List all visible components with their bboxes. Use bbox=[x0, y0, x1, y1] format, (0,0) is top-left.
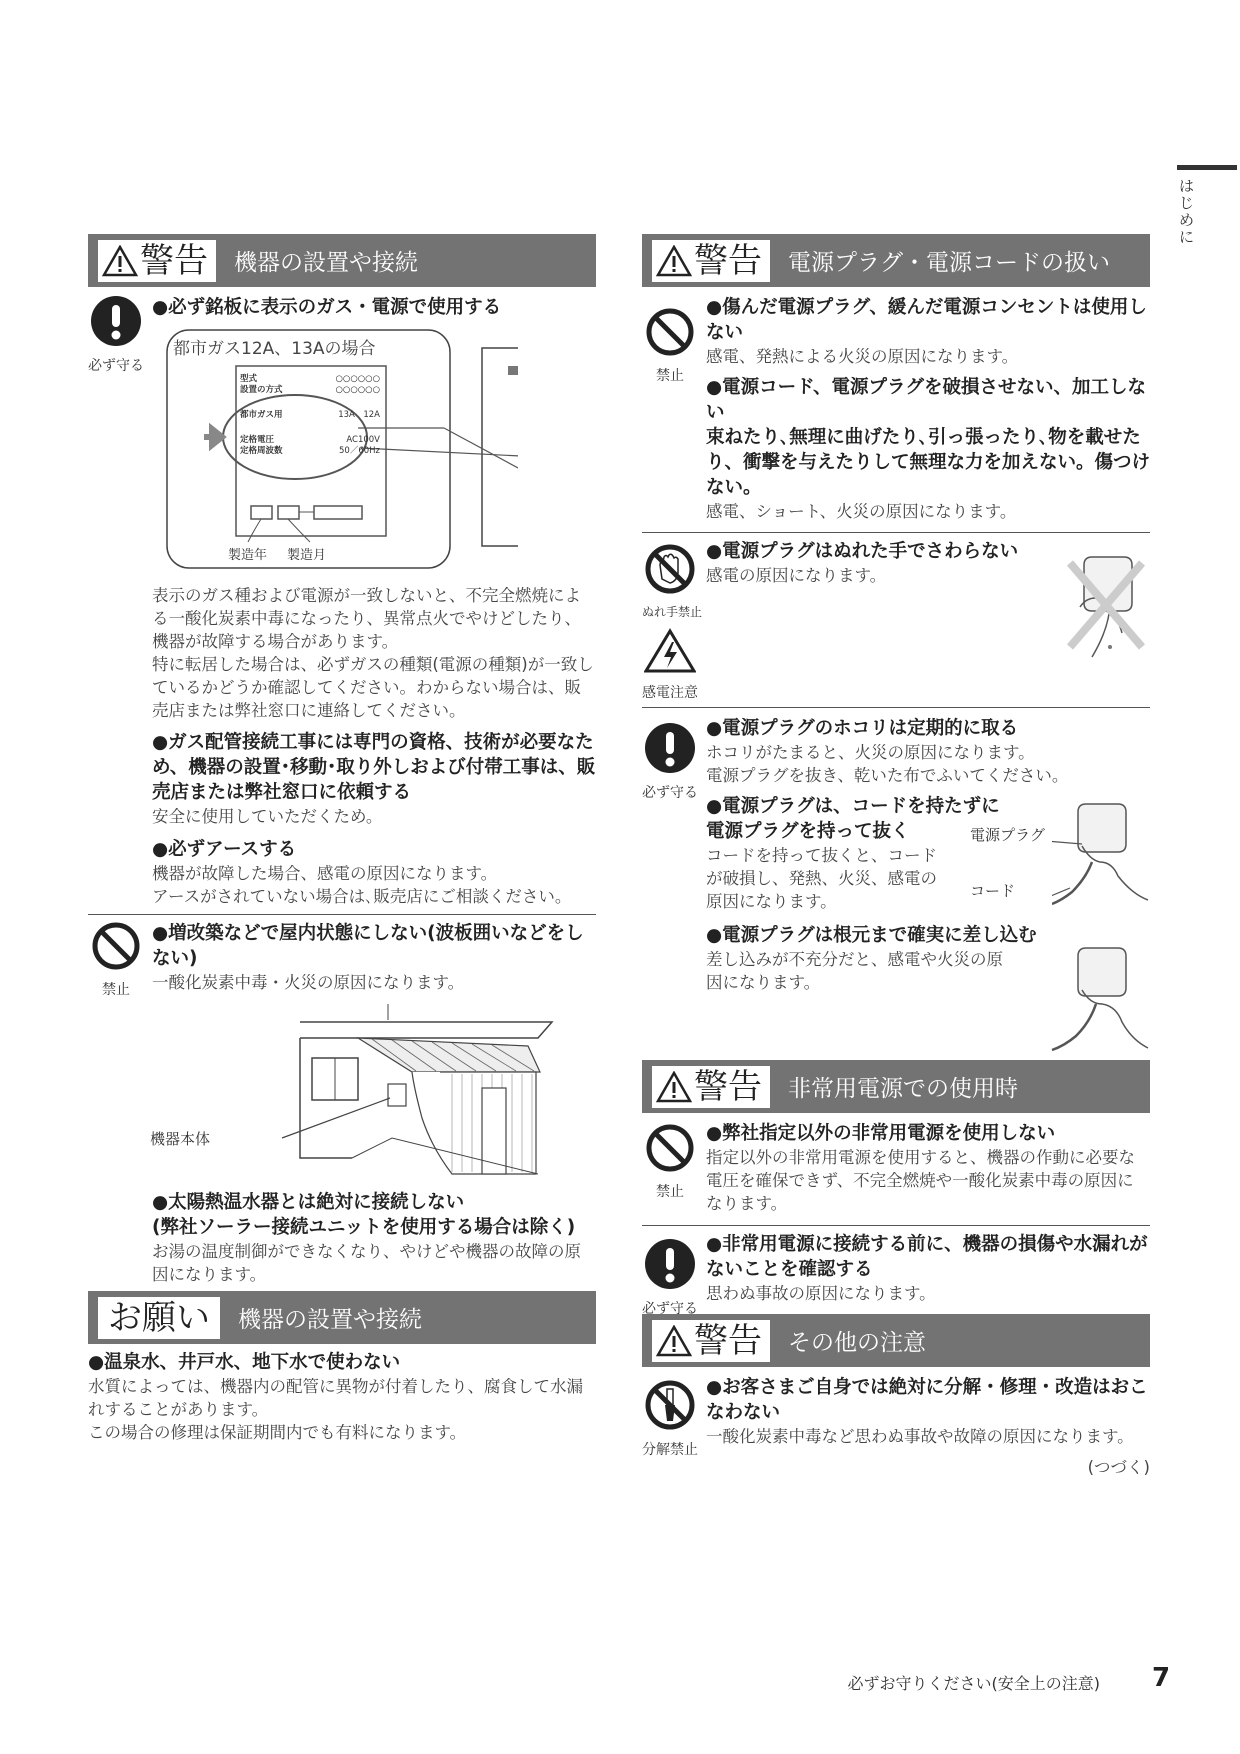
section-heading: ●太陽熱温水器とは絶対に接続しない bbox=[152, 1192, 465, 1213]
mark-caption: 必ず守る bbox=[642, 785, 698, 801]
mandatory-exclamation-icon bbox=[644, 1238, 696, 1290]
nameplate-rows bbox=[240, 374, 380, 457]
prohibition-icon bbox=[645, 307, 695, 357]
section-heading: ●電源コード、電源プラグを破損させない、加工しない bbox=[706, 377, 1146, 423]
paragraph: ホコリがたまると、火災の原因になります。 bbox=[706, 743, 1035, 762]
section-heading: ●電源プラグは、コードを持たずに bbox=[706, 796, 1000, 817]
section-heading: ●お客さまご自身では絶対に分解・修理・改造はおこなわない bbox=[706, 1377, 1148, 1423]
cord-label: コード bbox=[970, 882, 1016, 900]
continued-note: (つづく) bbox=[1087, 1458, 1150, 1477]
divider bbox=[642, 532, 1150, 533]
section-wet-hands bbox=[642, 539, 1150, 707]
section-heading: ●温泉水、井戸水、地下水で使わない bbox=[88, 1352, 401, 1373]
mark-caption: 必ず守る bbox=[88, 358, 144, 374]
mark-caption: 分解禁止 bbox=[642, 1442, 698, 1458]
wet-hand-plug-illustration bbox=[1062, 547, 1150, 667]
warning-badge-text: 警告 bbox=[694, 240, 762, 281]
section-heading: ●ガス配管接続工事には専門の資格、技術が必要なため、機器の設置･移動･取り外しおよび付帯工事は、販売店または弊社窓口に依頼する bbox=[152, 732, 596, 803]
request-badge bbox=[98, 1297, 220, 1339]
section-gas-power bbox=[88, 295, 596, 908]
footer-text: 必ずお守りください(安全上の注意) bbox=[847, 1674, 1100, 1693]
paragraph: 安全に使用していただくため。 bbox=[152, 807, 383, 826]
divider bbox=[642, 1225, 1150, 1226]
section-heading: ●必ずアースする bbox=[152, 839, 297, 860]
warning-triangle-icon bbox=[656, 245, 692, 277]
house-illustration bbox=[152, 998, 596, 1186]
warning-badge bbox=[652, 240, 770, 282]
section-heading: ●傷んだ電源プラグ、緩んだ電源コンセントは使用しない bbox=[706, 297, 1147, 343]
warning-badge bbox=[98, 240, 216, 282]
right-column bbox=[642, 234, 1150, 1479]
section-emergency-check bbox=[642, 1232, 1150, 1317]
banner-title: 機器の設置や接続 bbox=[234, 250, 418, 276]
divider bbox=[88, 914, 596, 915]
nameplate-row: 都市ガス用 13A 12A bbox=[240, 410, 380, 420]
paragraph: 電源プラグを抜き、乾いた布でふいてください。 bbox=[706, 766, 1069, 785]
nameplate-row: 設置の方式 ○○○○○○ bbox=[240, 385, 380, 395]
paragraph: 差し込みが不充分だと、感電や火災の原因になります。 bbox=[706, 950, 1003, 992]
paragraph: コードを持って抜くと、コードが破損し、発熱、火災、感電の原因になります。 bbox=[706, 846, 937, 911]
section-heading: ●電源プラグはぬれた手でさわらない bbox=[706, 541, 1019, 562]
insert-plug-illustration bbox=[1046, 944, 1150, 1052]
section-disassembly bbox=[642, 1375, 1150, 1479]
section-heading: ●電源プラグは根元まで確実に差し込む bbox=[706, 925, 1037, 946]
warning-badge-text: 警告 bbox=[140, 240, 208, 281]
section-heading: ●電源プラグのホコリは定期的に取る bbox=[706, 718, 1019, 739]
prohibition-mark bbox=[642, 1123, 698, 1201]
warning-badge-text: 警告 bbox=[694, 1320, 762, 1361]
mark-caption: 感電注意 bbox=[642, 685, 698, 701]
mark-caption: 禁止 bbox=[656, 1184, 684, 1200]
mandatory-exclamation-icon bbox=[644, 722, 696, 774]
nameplate-figure bbox=[152, 324, 582, 576]
side-tab-bar bbox=[1177, 165, 1237, 170]
warning-triangle-icon bbox=[656, 1071, 692, 1103]
divider bbox=[642, 707, 1150, 708]
warning-badge bbox=[652, 1320, 770, 1362]
section-damaged-plug bbox=[642, 295, 1150, 523]
electric-shock-caution-icon bbox=[644, 628, 696, 674]
paragraph: 一酸化炭素中毒・火災の原因になります。 bbox=[152, 973, 465, 992]
request-banner-installation bbox=[88, 1291, 596, 1344]
paragraph: 一酸化炭素中毒など思わぬ事故や故障の原因になります。 bbox=[706, 1427, 1134, 1446]
prohibition-icon bbox=[645, 1123, 695, 1173]
plug-label: 電源プラグ bbox=[970, 826, 1046, 844]
prohibition-icon bbox=[91, 921, 141, 971]
mark-caption: ぬれ手禁止 bbox=[642, 605, 703, 619]
mark-caption: 禁止 bbox=[656, 368, 684, 384]
banner-title: 電源プラグ・電源コードの扱い bbox=[788, 250, 1110, 276]
paragraph: 特に転居した場合は、必ずガスの種類(電源の種類)が一致しているかどうか確認してください。わからない場合は、販売店または弊社窓口に連絡してください。 bbox=[152, 655, 594, 720]
paragraph: 思わぬ事故の原因になります。 bbox=[706, 1284, 936, 1303]
mark-caption: 禁止 bbox=[102, 982, 130, 998]
section-heading: ●必ず銘板に表示のガス・電源で使用する bbox=[152, 297, 502, 318]
mark-caption: 必ず守る bbox=[642, 1301, 698, 1317]
warning-banner-emergency-power bbox=[642, 1060, 1150, 1113]
paragraph: 感電、ショート、火災の原因になります。 bbox=[706, 502, 1017, 521]
warning-badge-text: 警告 bbox=[694, 1066, 762, 1107]
nameplate-row: 定格周波数 50／60Hz bbox=[240, 446, 380, 456]
manufacture-year-label: 製造年 bbox=[228, 548, 268, 563]
mandatory-mark bbox=[642, 722, 698, 802]
section-heading: (弊社ソーラー接続ユニットを使用する場合は除く) bbox=[152, 1217, 576, 1238]
paragraph: 感電、発熱による火災の原因になります。 bbox=[706, 347, 1019, 366]
paragraph: この場合の修理は保証期間内でも有料になります。 bbox=[88, 1423, 467, 1442]
paragraph: 表示のガス種および電源が一致しないと、不完全燃焼による一酸化炭素中毒になったり、異常点火でやけどしたり、機器が故障する場合があります。 bbox=[152, 586, 581, 651]
bold-paragraph: 束ねたり､無理に曲げたり､引っ張ったり､物を載せたり、衝撃を与えたりして無理な力を加えない。傷つけない。 bbox=[706, 427, 1151, 498]
unplug-illustration bbox=[1052, 800, 1150, 910]
page-number: 7 bbox=[1152, 1663, 1171, 1693]
section-plug-handling bbox=[642, 716, 1150, 1052]
nameplate-row: 型式 ○○○○○○ bbox=[240, 374, 380, 384]
paragraph: アースがされていない場合は､販売店にご相談ください。 bbox=[152, 887, 572, 906]
side-tab-label: はじめに bbox=[1179, 177, 1195, 246]
warning-banner-power bbox=[642, 234, 1150, 287]
section-heading: ●非常用電源に接続する前に、機器の損傷や水漏れがないことを確認する bbox=[706, 1234, 1148, 1280]
banner-title: 機器の設置や接続 bbox=[238, 1307, 422, 1333]
section-emergency-power-source bbox=[642, 1121, 1150, 1215]
section-water-quality bbox=[88, 1350, 596, 1444]
section-heading: 電源プラグを持って抜く bbox=[706, 821, 910, 842]
paragraph: 機器が故障した場合、感電の原因になります。 bbox=[152, 864, 498, 883]
house-figure bbox=[152, 998, 596, 1186]
banner-title: 非常用電源での使用時 bbox=[788, 1076, 1018, 1102]
no-disassembly-mark bbox=[642, 1379, 698, 1459]
no-disassembly-icon bbox=[644, 1379, 696, 1431]
warning-triangle-icon bbox=[102, 245, 138, 277]
prohibition-mark bbox=[642, 307, 698, 385]
no-wet-hands-icon bbox=[644, 543, 696, 595]
paragraph: お湯の温度制御ができなくなり、やけどや機器の故障の原因になります。 bbox=[152, 1242, 581, 1284]
banner-title: その他の注意 bbox=[788, 1330, 926, 1356]
unit-body-label: 機器本体 bbox=[150, 1130, 211, 1148]
nameplate-row: 定格電圧 AC100V bbox=[240, 435, 380, 445]
prohibition-mark bbox=[88, 921, 144, 999]
request-badge-text: お願い bbox=[108, 1297, 210, 1338]
paragraph: 水質によっては、機器内の配管に異物が付着したり、腐食して水漏れすることがあります。 bbox=[88, 1377, 583, 1419]
paragraph: 感電の原因になります。 bbox=[706, 566, 887, 585]
warning-triangle-icon bbox=[656, 1325, 692, 1357]
warning-badge bbox=[652, 1066, 770, 1108]
section-heading: ●増改築などで屋内状態にしない(波板囲いなどをしない) bbox=[152, 923, 584, 969]
figure-case-label: 都市ガス12A、13Aの場合 bbox=[173, 339, 376, 359]
paragraph: 指定以外の非常用電源を使用すると、機器の作動に必要な電圧を確保できず、不完全燃焼や一酸化炭素中毒の原因になります。 bbox=[706, 1148, 1135, 1213]
warning-banner-other bbox=[642, 1314, 1150, 1367]
section-enclosure bbox=[88, 921, 596, 1286]
left-column bbox=[88, 234, 596, 1444]
section-heading: ●弊社指定以外の非常用電源を使用しない bbox=[706, 1123, 1056, 1144]
wet-hands-mark bbox=[642, 543, 703, 702]
mandatory-mark bbox=[642, 1238, 698, 1318]
warning-banner-installation bbox=[88, 234, 596, 287]
manufacture-month-label: 製造月 bbox=[287, 548, 327, 563]
